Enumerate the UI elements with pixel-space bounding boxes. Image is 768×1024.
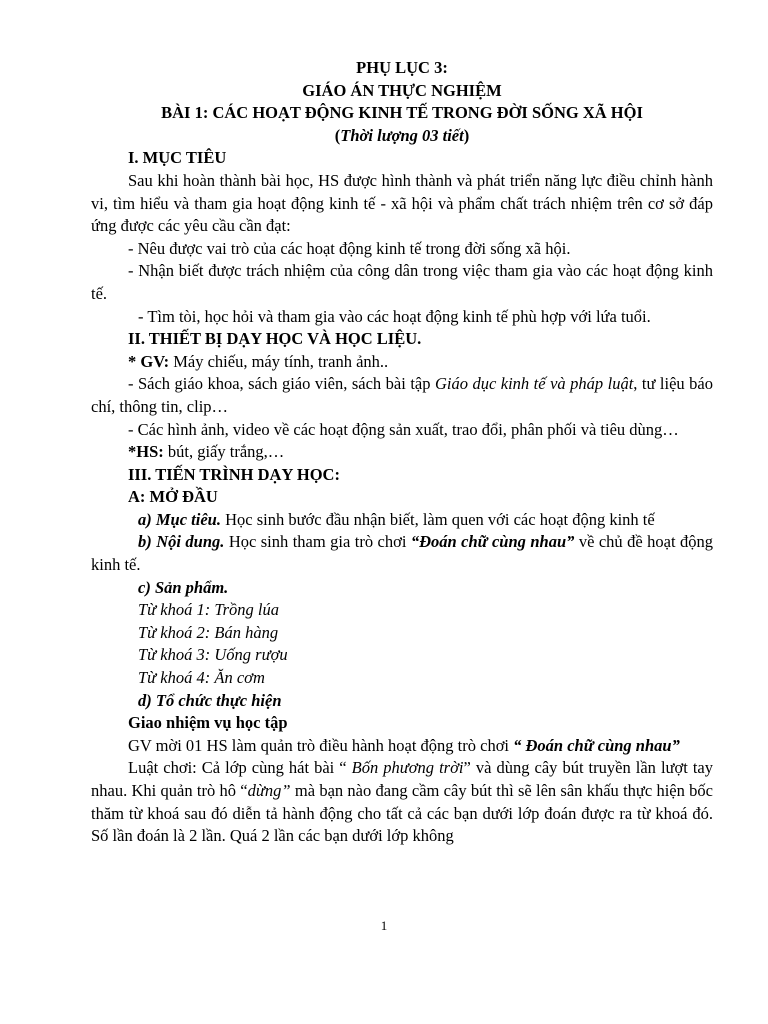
media-item: - Các hình ảnh, video về các hoạt động sản xuất, trao đổi, phân phối và tiêu dùng…	[128, 419, 679, 439]
objective-item: - Tìm tòi, học hỏi và tham gia vào các hoạt động kinh tế phù hợp với lứa tuổi.	[138, 306, 651, 326]
objective-item: - Nêu được vai trò của các hoạt động kinh tế trong đời sống xã hội.	[128, 238, 571, 258]
duration-line: (Thời lượng 03 tiết)	[334, 125, 470, 145]
page-number: 1	[380, 918, 388, 933]
task-paragraph: GV mời 01 HS làm quản trò điều hành hoạt động trò chơi “ Đoán chữ cùng nhau”	[128, 735, 680, 755]
objective-item: - Nhận biết được trách nhiệm của công dân trong việc tham gia vào các hoạt động kinh tế.	[91, 261, 713, 303]
document-page	[91, 57, 713, 848]
content-line: b) Nội dung. Học sinh tham gia trò chơi “Đoán chữ cùng nhau” về chủ đề hoạt động kinh tế.	[91, 532, 713, 575]
subsection-opening-heading: A: MỞ ĐẦU	[128, 487, 218, 507]
lesson-title: BÀI 1: CÁC HOẠT ĐỘNG KINH TẾ TRONG ĐỜI SỐNG XÃ HỘI	[161, 103, 643, 123]
appendix-title: PHỤ LỤC 3:	[356, 58, 448, 77]
keyword-item: Từ khoá 2: Bán hàng	[138, 622, 279, 642]
books-item: - Sách giáo khoa, sách giáo viên, sách bài tập Giáo dục kinh tế và pháp luật, tư liệu báo chí, thông tin, clip…	[91, 374, 713, 416]
keyword-item: Từ khoá 1: Trồng lúa	[138, 600, 280, 620]
keyword-item: Từ khoá 4: Ăn cơm	[138, 668, 265, 688]
goal-line: a) Mục tiêu. Học sinh bước đầu nhận biết, làm quen với các hoạt động kinh tế	[138, 509, 655, 529]
task-heading: Giao nhiệm vụ học tập	[128, 713, 288, 733]
section-equipment-heading: II. THIẾT BỊ DẠY HỌC VÀ HỌC LIỆU.	[128, 329, 422, 349]
student-equipment: *HS: bút, giấy trắng,…	[128, 442, 285, 462]
keyword-item: Từ khoá 3: Uống rượu	[138, 645, 288, 665]
organization-label: d) Tổ chức thực hiện	[138, 690, 282, 710]
objectives-intro: Sau khi hoàn thành bài học, HS được hình thành và phát triển năng lực điều chỉnh hành vi, tìm hiểu và tham gia hoạt động kinh tế - xã hội và phẩm chất trách nhiệm trên cơ sở đáp ứng được các yêu cầu cần đạt:	[91, 170, 713, 236]
section-process-heading: III. TIẾN TRÌNH DẠY HỌC:	[128, 464, 340, 484]
rules-paragraph: Luật chơi: Cả lớp cùng hát bài “ Bốn phương trời” và dùng cây bút truyền lần lượt tay nhau. Khi quản trò hô “dừng” mà bạn nào đang cầm cây bút thì sẽ lên sân khấu thực hiện bốc thăm từ khoá sau đó diễn tả hành động cho tất cả các bạn dưới lớp đoán được ra từ khoá đó. Số lần đoán là 2 lần. Quá 2 lần các bạn dưới lớp không	[91, 758, 713, 846]
teacher-equipment: * GV: Máy chiếu, máy tính, tranh ảnh..	[128, 351, 389, 371]
section-objectives-heading: I. MỤC TIÊU	[128, 148, 227, 168]
product-label: c) Sản phẩm.	[138, 577, 229, 597]
lesson-plan-title: GIÁO ÁN THỰC NGHIỆM	[302, 80, 502, 100]
